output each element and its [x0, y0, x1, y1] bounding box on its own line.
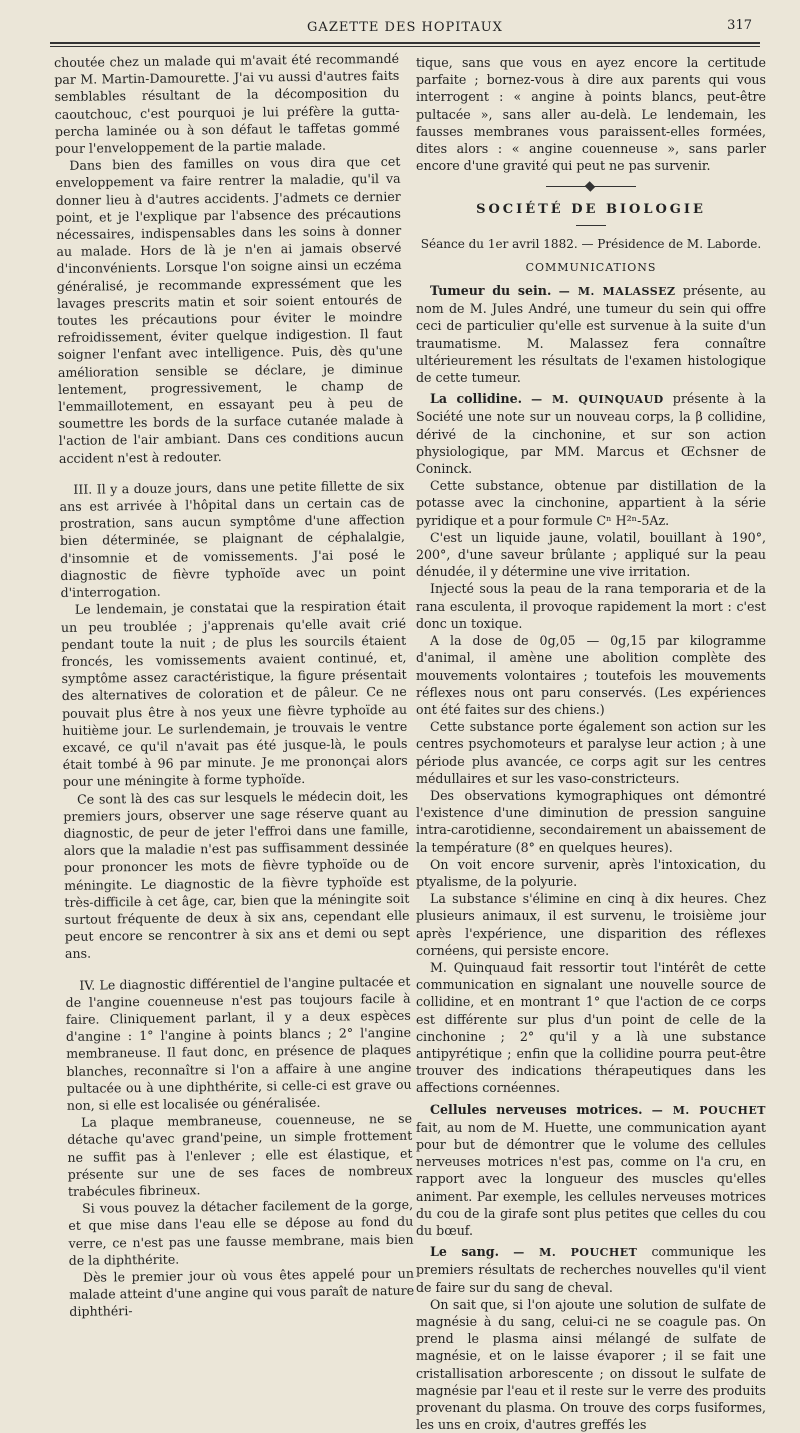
speaker-name: — M. POUCHET: [513, 1246, 638, 1260]
right-column: [416, 54, 766, 1433]
paragraph: La substance s'élimine en cinq à dix heures. Chez plusieurs animaux, il est survenu, le troisième jour après l'expérience, une disparition des réflexes cornéens, qui persiste encore.: [416, 891, 766, 958]
paragraph: Dans bien des familles on vous dira que cet enveloppement va faire rentrer la maladie, qu'il va donner lieu à d'autres accidents. J'admets ce dernier point, et je l'explique par l'absence des précautions nécessaires, indispensables dans les soins à donner au malade. Hors de là je n'en ai jamais observé d'inconvénients. Lorsque l'on soigne ainsi un eczéma généralisé, je recommande expressément que les lavages prescrits matin et soir soient entourés de toutes les précautions pour éviter le moindre refroidissement, éviter quelque indigestion. Il faut soigner l'enfant avec intelligence. Puis, dès qu'une amélioration sensible se déclare, je diminue lentement, progressivement, le champ de l'emmaillotement, en essayant peu à peu de soumettre les bords de la surface cutanée malade à l'action de l'air ambiant. Dans ces conditions aucun accident n'est à redouter.: [55, 153, 404, 466]
paragraph: choutée chez un malade qui m'avait été recommandé par M. Martin-Damourette. J'ai vu aussi d'autres faits semblables résultant de la décomposition du caoutchouc, c'est pourquoi je lui préfère la gutta-percha laminée ou à son défaut le taffetas gommé pour l'enveloppement de la partie malade.: [54, 50, 401, 157]
society-title: SOCIÉTÉ DE BIOLOGIE: [476, 202, 706, 218]
paragraph: Des observations kymographiques ont démontré l'existence d'une diminution de pression sanguine intra-carotidienne, secondairement un abaissement de la température (8° en quelques heures).: [416, 787, 766, 855]
title-rule: [576, 225, 606, 226]
paragraph: Si vous pouvez la détacher facilement de la gorge, et que mise dans l'eau elle se dépose au fond du verre, ce n'est pas une fausse membrane, mais bien de la diphthérite.: [68, 1196, 414, 1268]
section-lead: La collidine.: [430, 391, 523, 407]
communications-heading: COMMUNICATIONS: [525, 260, 657, 274]
journal-title: GAZETTE DES HOPITAUX: [307, 20, 503, 35]
paragraph-text: présente, au nom de M. Jules André, une tumeur du sein qui offre ceci de particulier qu'elle est survenue à la suite d'un traumatisme. M. Malassez fera connaître ultérieurement les résultats de l'examen histologique de cette tumeur.: [416, 283, 766, 386]
paragraph: Cette substance, obtenue par distillation de la potasse avec la cinchonine, appartient à la série pyridique et a pour formule Cⁿ H²ⁿ-5Az.: [416, 478, 766, 528]
section-lead: Cellules nerveuses motrices.: [430, 1101, 643, 1117]
section-separator: [546, 186, 636, 187]
left-column: [54, 50, 414, 1321]
paragraph: On sait que, si l'on ajoute une solution de sulfate de magnésie à du sang, celui-ci ne se coagule pas. On prend le plasma ainsi mélangé de sulfate de magnésie, et on le laisse évaporer ; il se fait une cristallisation arborescente ; on dissout le sulfate de magnésie par l'eau et il reste sur le verre des produits provenant du plasma. On trouve des corps fusiformes, les uns en croix, d'autres greffés les: [416, 1296, 766, 1433]
paragraph: On voit encore survenir, après l'intoxication, du ptyalisme, de la polyurie.: [416, 856, 766, 889]
section-lead: Tumeur du sein.: [430, 283, 552, 299]
paragraph: Dès le premier jour où vous êtes appelé pour un malade atteint d'une angine qui vous paraît de nature diphthéri-: [69, 1265, 415, 1320]
paragraph: tique, sans que vous en ayez encore la certitude parfaite ; bornez-vous à dire aux parents qui vous interrogent : « angine à points blancs, peut-être pultacée », sans aller au-delà. Le lendemain, les fausses membranes vous paraissent-elles formées, dites alors : « angine couenneuse », sans parler encore d'une gravité qui peut ne pas survenir.: [416, 55, 766, 174]
paragraph: La plaque membraneuse, couenneuse, ne se détache qu'avec grand'peine, un simple frottement ne suffit pas à l'enlever ; elle est élastique, et présente sur une de ses faces de nombreux trabécules fibrineux.: [67, 1110, 413, 1199]
paragraph: Ce sont là des cas sur lesquels le médecin doit, les premiers jours, observer une sage réserve quant au diagnostic, de peur de jeter l'effroi dans une famille, alors que la maladie n'est pas suffisamment dessinée pour prononcer les mots de fièvre typhoïde ou de méningite. Le diagnostic de la fièvre typhoïde est très-difficile à cet âge, car, bien que la méningite soit surtout fréquente de deux à six ans, cependant elle peut encore se rencontrer à six ans et demi ou sept ans.: [63, 787, 410, 962]
session-line: Séance du 1er avril 1882. — Présidence de M. Laborde.: [420, 236, 762, 251]
paragraph: A la dose de 0g,05 — 0g,15 par kilogramme d'animal, il amène une abolition complète des mouvements volontaires ; toutefois les mouvements réflexes nous ont paru conservés. (Les expériences ont été faites sur des chiens.): [416, 633, 766, 717]
section-tumeur-du-sein: [416, 282, 766, 386]
speaker-name: — M. QUINQUAUD: [531, 393, 664, 407]
paragraph: Le lendemain, je constatai que la respiration était un peu troublée ; j'apprenais qu'elle avait crié pendant toute la nuit ; de plus les sourcils étaient froncés, les vomissements avaient continué, et, symptôme assez caractéristique, la figure présentait des alternatives de coloration et de pâleur. Ce ne pouvait plus être à nos yeux une fièvre typhoïde au huitième jour. Le surlendemain, je trouvais le ventre excavé, ce qu'il n'avait pas été jusque-là, le pouls était tombé à 96 par minute. Je me prononçai alors pour une méningite à forme typhoïde.: [60, 598, 408, 790]
speaker-name: — M. POUCHET: [651, 1103, 766, 1117]
section-le-sang: [416, 1243, 766, 1296]
speaker-name: — M. MALASSEZ: [558, 285, 676, 299]
paragraph-text: fait, au nom de M. Huette, une communication ayant pour but de démontrer que le volume des cellules nerveuses motrices n'est pas, comme on l'a cru, en rapport avec la longueur des muscles qu'elles animent. Par exemple, les cellules nerveuses motrices du cou de la girafe sont plus petites que celles du cou du bœuf.: [416, 1119, 766, 1238]
paragraph: M. Quinquaud fait ressortir tout l'intérêt de cette communication en signalant une nouvelle source de collidine, et en montrant 1° que l'action de ce corps est différente sur plus d'un point de celle de la cinchonine ; 2° qu'il y a là une substance antipyrétique ; enfin que la collidine pourra peut-être trouver des indications thérapeutiques dans les affections cornéennes.: [416, 959, 766, 1096]
paragraph-text: communique les premiers résultats de recherches nouvelles qu'il vient de faire sur du sang de cheval.: [416, 1244, 766, 1295]
paragraph-text: présente à la Société une note sur un nouveau corps, la β collidine, dérivé de la cinchonine, et sur son action physiologique, par MM. Marcus et Œchsner de Coninck.: [416, 391, 766, 477]
paragraph: IV. Le diagnostic différentiel de l'angine pultacée et de l'angine couenneuse n'est pas toujours facile à faire. Cliniquement parlant, il y a deux espèces d'angine : 1° l'angine à points blancs ; 2° l'angine membraneuse. Il faut donc, en présence de plaques blanches, reconnaître si l'on a affaire à une angine pultacée ou à une diphthérite, si celle-ci est grave ou non, si elle est localisée ou généralisée.: [65, 973, 412, 1113]
paragraph: Cette substance porte également son action sur les centres psychomoteurs et paralyse leur action ; à une période plus avancée, ce corps agit sur les centres médullaires et sur les vaso-constricteurs.: [416, 719, 766, 786]
section-lead: Le sang.: [430, 1244, 500, 1260]
section-cellules-nerveuses: [416, 1101, 766, 1240]
page-header: [50, 16, 760, 38]
header-rule: [50, 42, 760, 47]
section-collidine: [416, 390, 766, 477]
page-number: 317: [727, 18, 752, 33]
paragraph: Injecté sous la peau de la rana temporaria et de la rana esculenta, il provoque rapidement la mort : c'est donc un toxique.: [416, 581, 766, 631]
paragraph: C'est un liquide jaune, volatil, bouillant à 190°, 200°, d'une saveur brûlante ; appliqué sur la peau dénudée, il y détermine une vive irritation.: [416, 529, 766, 580]
paragraph: III. Il y a douze jours, dans une petite fillette de six ans est arrivée à l'hôpital dans un certain cas de prostration, sans aucun symptôme d'une affection bien déterminée, se plaignant de céphalalgie, d'insomnie et de vomissements. J'ai posé le diagnostic de fièvre typhoïde avec un point d'interrogation.: [59, 477, 406, 601]
